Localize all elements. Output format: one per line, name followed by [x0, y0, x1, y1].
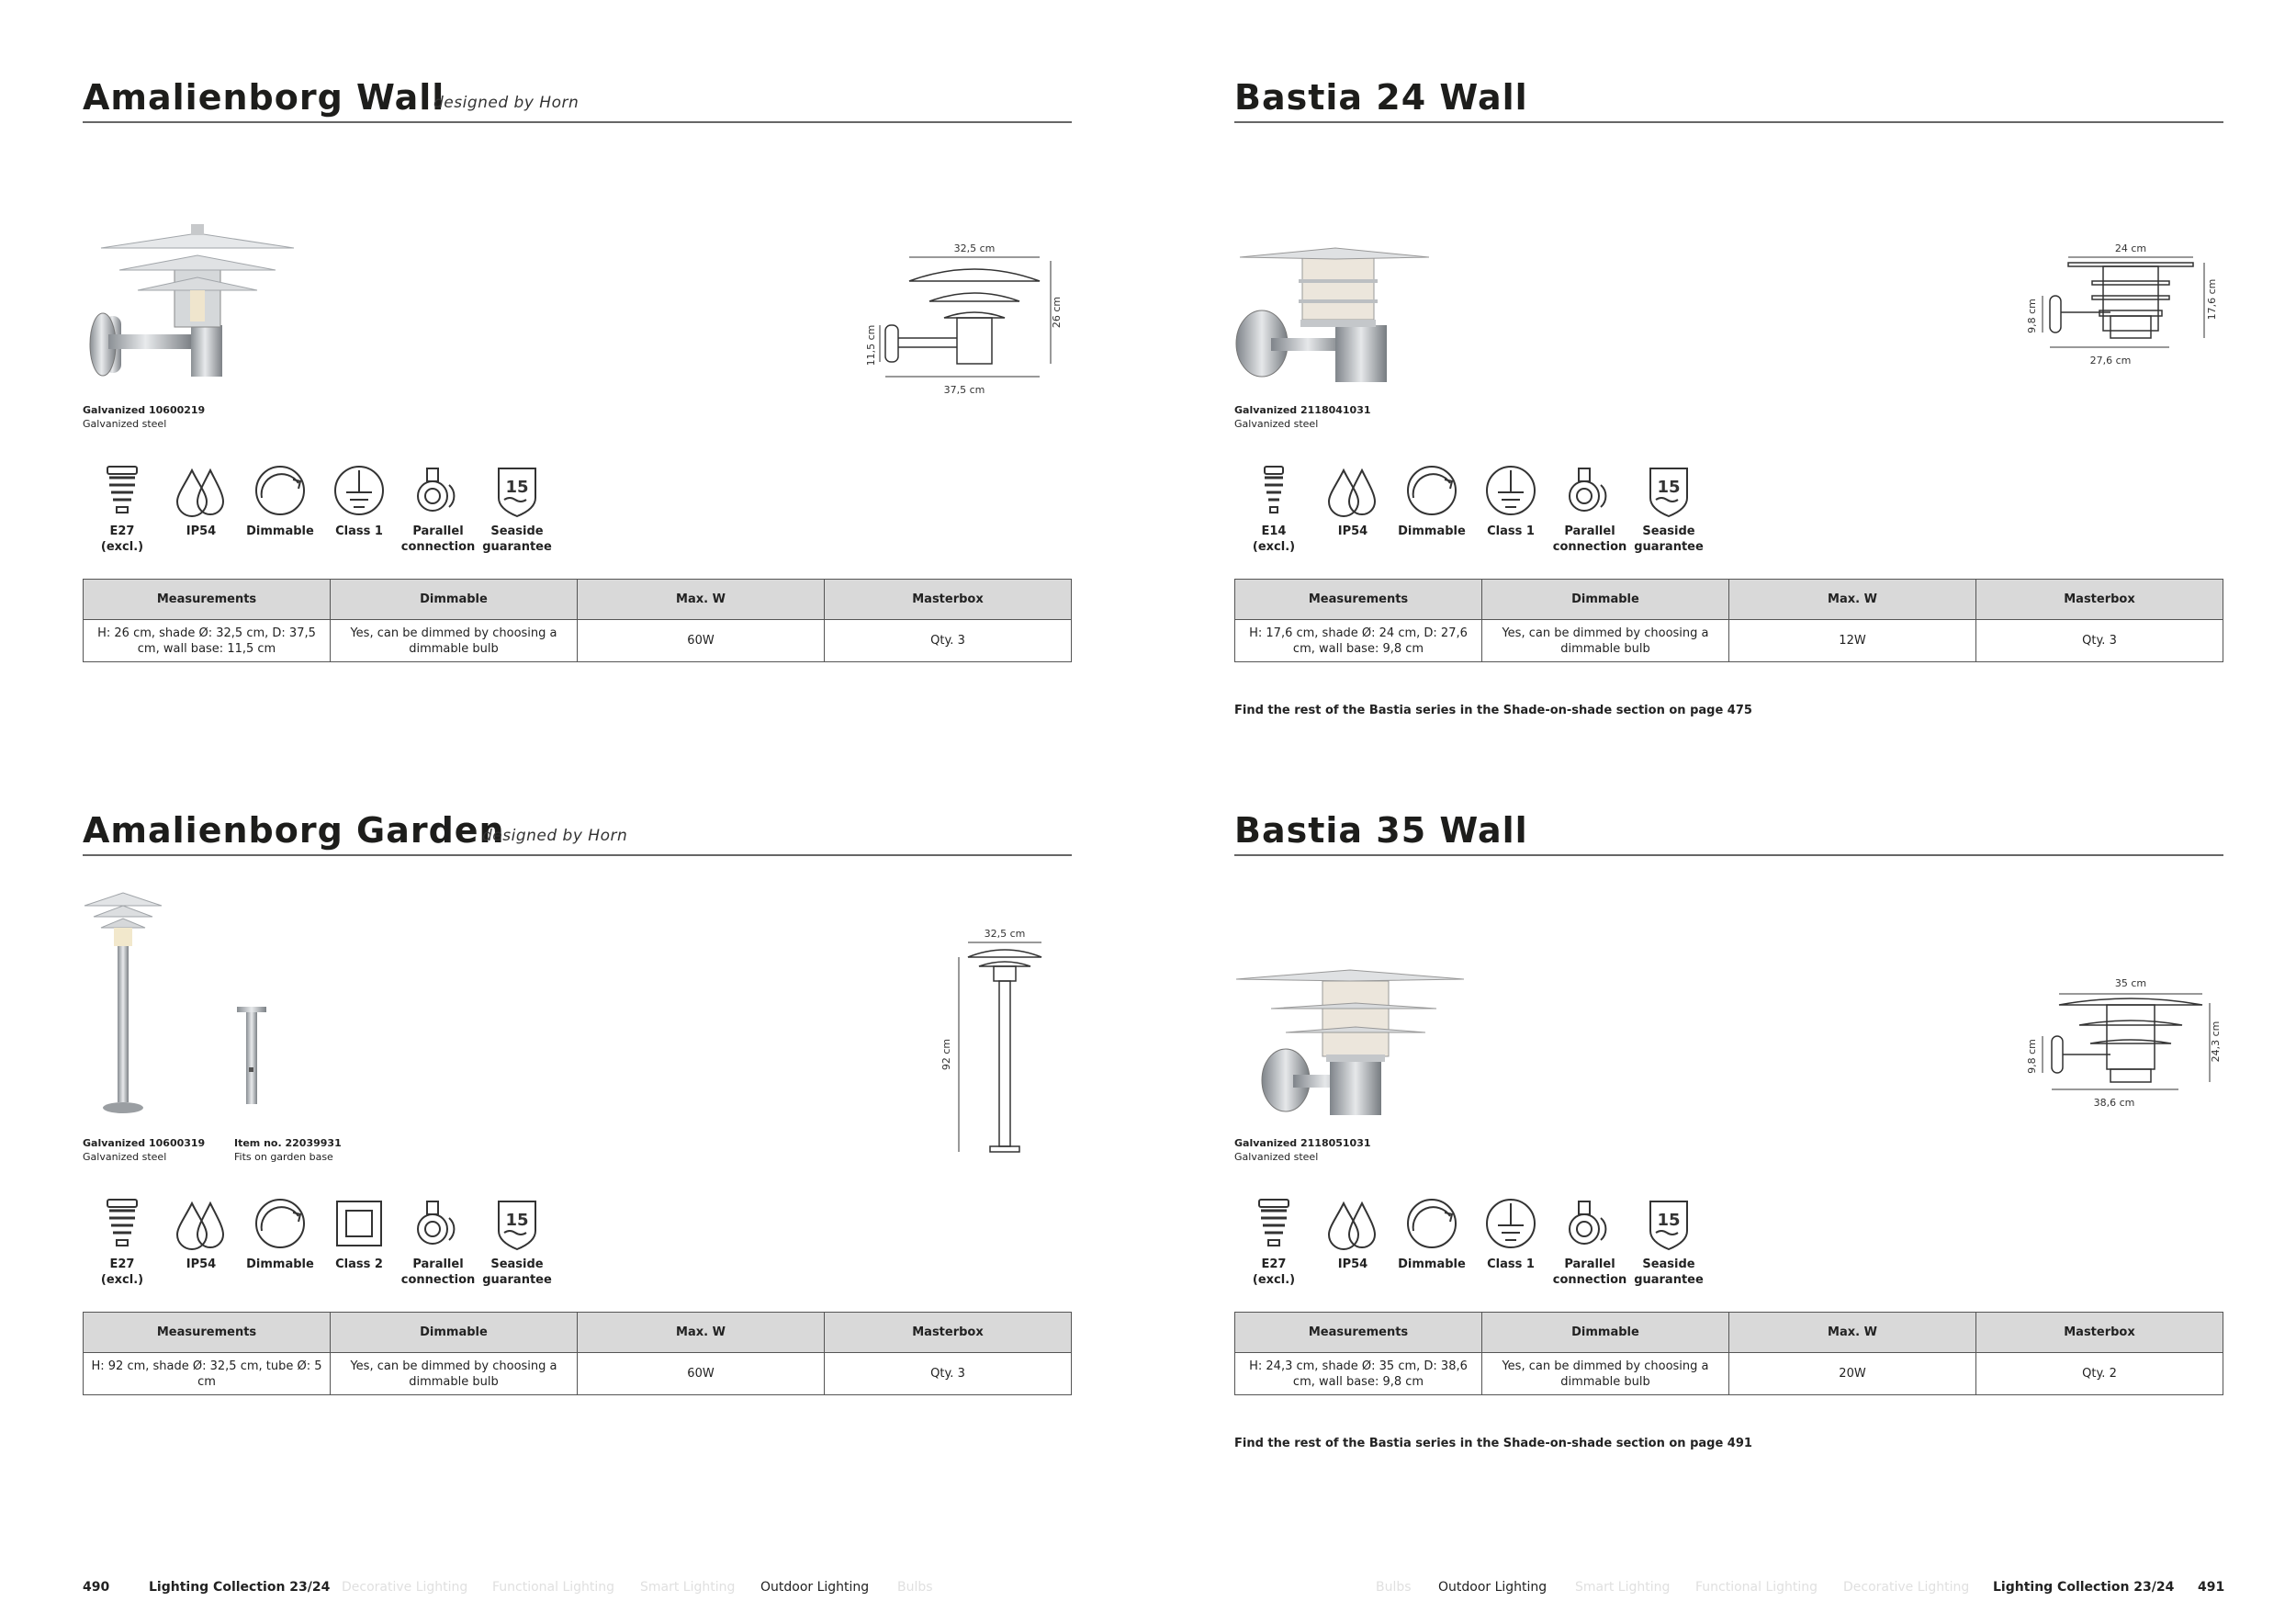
feature-e14	[1234, 461, 1313, 555]
feature-seaside	[478, 461, 557, 555]
feature-label: Dimmable	[1398, 524, 1466, 538]
nav-link-decorative[interactable]: Decorative Lighting	[342, 1580, 468, 1595]
item-info	[1234, 1136, 1371, 1164]
collection-name: Lighting Collection 23/24	[149, 1580, 331, 1595]
dimmable-icon	[251, 1194, 310, 1253]
class1-earth-icon	[1481, 1194, 1540, 1253]
nav-link-smart[interactable]: Smart Lighting	[1575, 1580, 1671, 1595]
item-info	[83, 403, 205, 431]
feature-dimmable	[1392, 461, 1471, 555]
feature-parallel	[399, 461, 478, 555]
feature-label: IP54	[1337, 524, 1368, 538]
parallel-connection-icon	[409, 461, 467, 520]
table-row	[84, 1353, 1072, 1395]
product-amalienborg-wall	[83, 77, 1072, 665]
product-bastia-24-wall	[1234, 77, 2223, 739]
product-amalienborg-garden	[83, 810, 1072, 1398]
feature-icons	[1234, 1194, 1708, 1288]
cell-measurements: H: 26 cm, shade Ø: 32,5 cm, D: 37,5 cm, wall base: 11,5 cm	[84, 620, 331, 662]
feature-label: Parallel connection	[400, 524, 476, 554]
footer-right	[1148, 1580, 2296, 1602]
feature-icons	[83, 461, 557, 555]
feature-seaside	[1629, 1194, 1708, 1288]
cell-masterbox: Qty. 3	[825, 1353, 1072, 1395]
spec-table	[1234, 579, 2223, 662]
dim-depth: 38,6 cm	[2093, 1097, 2135, 1109]
lamp-photo-wall-lantern	[1234, 966, 1464, 1122]
header-dimmable: Dimmable	[331, 580, 578, 620]
feature-class2	[320, 1194, 399, 1288]
feature-dimmable	[241, 461, 320, 555]
product-title: Bastia 24 Wall	[1234, 77, 1528, 118]
nav-link-bulbs[interactable]: Bulbs	[1376, 1580, 1412, 1595]
nav-link-functional[interactable]: Functional Lighting	[492, 1580, 615, 1595]
footer-left	[0, 1580, 1148, 1602]
dimmable-icon	[251, 461, 310, 520]
item-code: Galvanized 10600319	[83, 1137, 206, 1149]
feature-label: Class 1	[1487, 1257, 1535, 1271]
class1-earth-icon	[330, 461, 388, 520]
dim-width: 32,5 cm	[984, 928, 1026, 940]
header-masterbox: Masterbox	[825, 1313, 1072, 1353]
cell-dimmable: Yes, can be dimmed by choosing a dimmable bulb	[331, 1353, 578, 1395]
feature-label: Dimmable	[1398, 1257, 1466, 1271]
feature-parallel	[1550, 1194, 1629, 1288]
product-header	[83, 810, 1072, 856]
page-number: 490	[83, 1580, 110, 1595]
feature-label: E14 (excl.)	[1252, 524, 1296, 554]
lamp-photo-garden-post	[83, 887, 303, 1126]
feature-class1	[1471, 461, 1550, 555]
cell-masterbox: Qty. 3	[1976, 620, 2223, 662]
feature-label: E27 (excl.)	[100, 524, 144, 554]
header-max-w: Max. W	[1729, 580, 1976, 620]
product-designer: designed by Horn	[482, 827, 628, 845]
svg-text:15: 15	[505, 478, 529, 497]
item-material: Galvanized steel	[1234, 1151, 1319, 1163]
feature-label: Seaside guarantee	[1634, 524, 1704, 554]
feature-seaside	[478, 1194, 557, 1288]
feature-label: Seaside guarantee	[482, 524, 552, 554]
dimmable-icon	[1402, 1194, 1461, 1253]
class1-earth-icon	[1481, 461, 1540, 520]
cell-max-w: 60W	[578, 620, 825, 662]
cell-max-w: 12W	[1729, 620, 1976, 662]
feature-label: Parallel connection	[1552, 524, 1627, 554]
header-masterbox: Masterbox	[825, 580, 1072, 620]
ip54-drops-icon	[172, 461, 231, 520]
dim-height: 17,6 cm	[2206, 278, 2218, 321]
seaside-guarantee-icon	[488, 1194, 546, 1253]
nav-link-decorative[interactable]: Decorative Lighting	[1843, 1580, 1970, 1595]
class2-square-icon	[330, 1194, 388, 1253]
cell-max-w: 60W	[578, 1353, 825, 1395]
header-max-w: Max. W	[578, 1313, 825, 1353]
feature-ip54	[162, 1194, 241, 1288]
item-code: Galvanized 2118041031	[1234, 404, 1371, 416]
item-info	[1234, 403, 1371, 431]
item-code: Item no. 22039931	[234, 1137, 342, 1149]
lamp-photo-wall-lantern	[83, 224, 312, 389]
feature-label: Class 1	[1487, 524, 1535, 538]
e27-bulb-icon	[93, 461, 152, 520]
table-row	[84, 620, 1072, 662]
feature-label: Parallel connection	[1552, 1257, 1627, 1287]
dimmable-icon	[1402, 461, 1461, 520]
e27-bulb-icon	[1244, 1194, 1303, 1253]
feature-seaside	[1629, 461, 1708, 555]
nav-link-smart[interactable]: Smart Lighting	[640, 1580, 736, 1595]
product-title: Amalienborg Wall	[83, 77, 445, 118]
feature-ip54	[1313, 1194, 1392, 1288]
lamp-photo-wall-lantern	[1234, 242, 1436, 389]
dim-base: 9,8 cm	[2026, 299, 2038, 333]
item-material: Fits on garden base	[234, 1151, 333, 1163]
header-masterbox: Masterbox	[1976, 1313, 2223, 1353]
feature-label: E27 (excl.)	[100, 1257, 144, 1287]
feature-label: E27 (excl.)	[1252, 1257, 1296, 1287]
technical-drawing	[865, 233, 1065, 399]
e27-bulb-icon	[93, 1194, 152, 1253]
cell-dimmable: Yes, can be dimmed by choosing a dimmable bulb	[331, 620, 578, 662]
header-dimmable: Dimmable	[1482, 1313, 1729, 1353]
feature-label: Dimmable	[246, 1257, 314, 1271]
feature-label: Dimmable	[246, 524, 314, 538]
dim-width: 32,5 cm	[953, 242, 996, 254]
cell-max-w: 20W	[1729, 1353, 1976, 1395]
parallel-connection-icon	[1560, 1194, 1619, 1253]
header-max-w: Max. W	[578, 580, 825, 620]
series-note: Find the rest of the Bastia series in the Shade-on-shade section on page 491	[1234, 1437, 1752, 1450]
ip54-drops-icon	[1323, 1194, 1382, 1253]
dim-height: 26 cm	[1051, 296, 1063, 329]
ip54-drops-icon	[1323, 461, 1382, 520]
seaside-guarantee-icon	[488, 461, 546, 520]
feature-dimmable	[241, 1194, 320, 1288]
cell-masterbox: Qty. 2	[1976, 1353, 2223, 1395]
header-measurements: Measurements	[84, 580, 331, 620]
dim-height: 92 cm	[940, 1038, 952, 1071]
table-row	[1235, 620, 2223, 662]
item-material: Galvanized steel	[83, 418, 167, 430]
feature-label: IP54	[186, 1257, 217, 1271]
table-row	[1235, 1353, 2223, 1395]
item-material: Galvanized steel	[1234, 418, 1319, 430]
header-measurements: Measurements	[1235, 1313, 1482, 1353]
spec-table	[83, 1312, 1072, 1395]
nav-link-outdoor[interactable]: Outdoor Lighting	[760, 1580, 870, 1595]
series-note: Find the rest of the Bastia series in the Shade-on-shade section on page 475	[1234, 704, 1752, 717]
page-number: 491	[2198, 1580, 2225, 1595]
dim-width: 35 cm	[2114, 977, 2147, 989]
feature-label: Class 2	[335, 1257, 383, 1271]
dim-base: 11,5 cm	[865, 324, 877, 367]
header-max-w: Max. W	[1729, 1313, 1976, 1353]
cell-measurements: H: 17,6 cm, shade Ø: 24 cm, D: 27,6 cm, wall base: 9,8 cm	[1235, 620, 1482, 662]
feature-label: IP54	[1337, 1257, 1368, 1271]
svg-text:15: 15	[1657, 478, 1681, 497]
feature-e27	[83, 461, 162, 555]
item-code: Galvanized 10600219	[83, 404, 206, 416]
ip54-drops-icon	[172, 1194, 231, 1253]
feature-icons	[1234, 461, 1708, 555]
cell-measurements: H: 24,3 cm, shade Ø: 35 cm, D: 38,6 cm, wall base: 9,8 cm	[1235, 1353, 1482, 1395]
e14-bulb-icon	[1244, 461, 1303, 520]
technical-drawing	[937, 930, 1056, 1168]
header-dimmable: Dimmable	[1482, 580, 1729, 620]
feature-label: IP54	[186, 524, 217, 538]
feature-label: Seaside guarantee	[482, 1257, 552, 1287]
product-title: Bastia 35 Wall	[1234, 810, 1528, 851]
cell-masterbox: Qty. 3	[825, 620, 1072, 662]
feature-icons	[83, 1194, 557, 1288]
dim-height: 24,3 cm	[2210, 1021, 2222, 1063]
cell-dimmable: Yes, can be dimmed by choosing a dimmable bulb	[1482, 620, 1729, 662]
feature-parallel	[399, 1194, 478, 1288]
spec-table	[83, 579, 1072, 662]
feature-e27	[1234, 1194, 1313, 1288]
feature-e27	[83, 1194, 162, 1288]
feature-label: Seaside guarantee	[1634, 1257, 1704, 1287]
collection-name: Lighting Collection 23/24	[1993, 1580, 2175, 1595]
seaside-guarantee-icon	[1639, 461, 1698, 520]
parallel-connection-icon	[1560, 461, 1619, 520]
dim-width: 24 cm	[2114, 242, 2147, 254]
spec-table	[1234, 1312, 2223, 1395]
svg-text:15: 15	[505, 1211, 529, 1230]
product-bastia-35-wall	[1234, 810, 2223, 1472]
item-material: Galvanized steel	[83, 1151, 167, 1163]
feature-class1	[320, 461, 399, 555]
item-code: Galvanized 2118051031	[1234, 1137, 1371, 1149]
product-header	[1234, 810, 2223, 856]
dim-base: 9,8 cm	[2026, 1039, 2038, 1074]
feature-label: Class 1	[335, 524, 383, 538]
parallel-connection-icon	[409, 1194, 467, 1253]
header-masterbox: Masterbox	[1976, 580, 2223, 620]
technical-drawing	[2022, 976, 2224, 1113]
feature-class1	[1471, 1194, 1550, 1288]
product-header	[1234, 77, 2223, 123]
nav-link-bulbs[interactable]: Bulbs	[897, 1580, 933, 1595]
header-dimmable: Dimmable	[331, 1313, 578, 1353]
item-info	[234, 1136, 342, 1164]
seaside-guarantee-icon	[1639, 1194, 1698, 1253]
svg-text:15: 15	[1657, 1211, 1681, 1230]
cell-dimmable: Yes, can be dimmed by choosing a dimmable bulb	[1482, 1353, 1729, 1395]
item-info	[83, 1136, 205, 1164]
feature-ip54	[162, 461, 241, 555]
header-measurements: Measurements	[1235, 580, 1482, 620]
feature-dimmable	[1392, 1194, 1471, 1288]
dim-depth: 27,6 cm	[2089, 355, 2132, 367]
technical-drawing	[2022, 242, 2224, 380]
product-header	[83, 77, 1072, 123]
nav-link-functional[interactable]: Functional Lighting	[1695, 1580, 1818, 1595]
dim-depth: 37,5 cm	[943, 384, 985, 396]
cell-measurements: H: 92 cm, shade Ø: 32,5 cm, tube Ø: 5 cm	[84, 1353, 331, 1395]
feature-label: Parallel connection	[400, 1257, 476, 1287]
header-measurements: Measurements	[84, 1313, 331, 1353]
product-title: Amalienborg Garden	[83, 810, 505, 851]
feature-parallel	[1550, 461, 1629, 555]
feature-ip54	[1313, 461, 1392, 555]
nav-link-outdoor[interactable]: Outdoor Lighting	[1438, 1580, 1548, 1595]
product-designer: designed by Horn	[433, 94, 580, 112]
